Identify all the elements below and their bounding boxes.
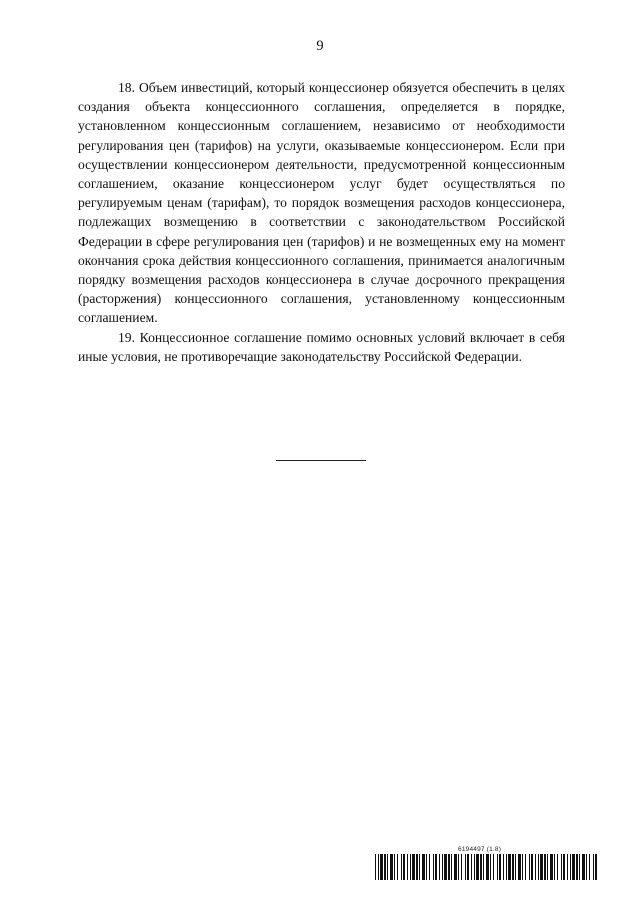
paragraph-19: 19. Концессионное соглашение помимо основных условий включает в себя иные условия, не противоречащие законодательству Российской Федерации. <box>78 329 565 364</box>
page-number: 9 <box>316 38 324 54</box>
barcode-icon <box>375 854 597 880</box>
end-of-text-rule <box>276 460 366 461</box>
document-body <box>78 78 565 366</box>
document-code: 6194497 (1.8) <box>458 846 502 853</box>
paragraph-18: 18. Объем инвестиций, который концессионер обязуется обеспечить в целях создания объекта концессионного соглашения, определяется в порядке, установленном концессионным соглашением, независимо от необходимости регулирования цен (тарифов) на услуги, оказываемые концессионером. Если при осуществлении концессионером деятельности, предусмотренной концессионным соглашением, оказание концессионером услуг будет осуществляться по регулируемым ценам (тарифам), то порядок возмещения расходов концессионера, подлежащих возмещению в соответствии с законодательством Российской Федерации в сфере регулирования цен (тарифов) и не возмещенных ему на момент окончания срока действия концессионного соглашения, принимается аналогичным порядку возмещения расходов концессионера в случае досрочного прекращения (расторжения) концессионного соглашения, установленному концессионным соглашением. <box>78 80 565 326</box>
